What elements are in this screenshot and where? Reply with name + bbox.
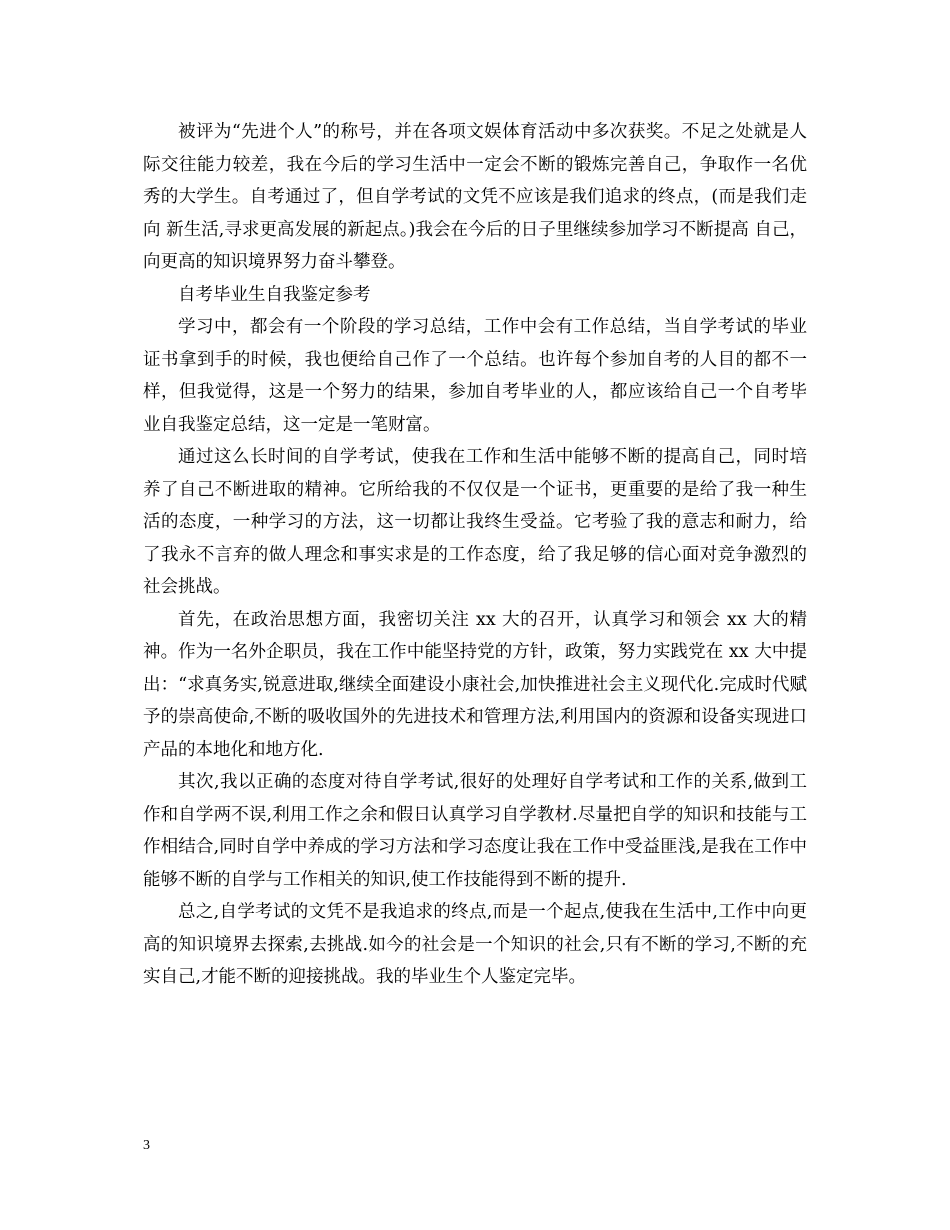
paragraph-3: 通过这么长时间的自学考试，使我在工作和生活中能够不断的提高自己，同时培养了自己不断进取的精神。它所给我的不仅仅是一个证书，更重要的是给了我一种生活的态度，一种学习的方法，这一切都让我终生受益。它考验了我的意志和耐力，给了我永不言弃的做人理念和事实求是的工作态度，给了我足够的信心面对竞争激烈的社会挑战。 bbox=[143, 447, 807, 597]
paragraph-2: 学习中，都会有一个阶段的学习总结，工作中会有工作总结，当自学考试的毕业证书拿到手的时候，我也便给自己作了一个总结。也许每个参加自考的人目的都不一样，但我觉得，这是一个努力的结果，参加自考毕业的人，都应该给自己一个自考毕业自我鉴定总结，这一定是一笔财富。 bbox=[143, 317, 807, 435]
document-body bbox=[143, 116, 807, 994]
section-heading: 自考毕业生自我鉴定参考 bbox=[178, 284, 371, 305]
page-number: 3 bbox=[143, 1138, 150, 1153]
paragraph-4: 首先，在政治思想方面，我密切关注 xx 大的召开，认真学习和领会 xx 大的精神。作为一名外企职员，我在工作中能坚持党的方针，政策，努力实践党在 xx 大中提出：“求真务实,锐意进取,继续全面建设小康社会,加快推进社会主义现代化.完成时代赋予的崇高使命,不断的吸收国外的先进技术和管理方法,利用国内的资源和设备实现进口产品的本地化和地方化. bbox=[143, 609, 807, 760]
paragraph-6: 总之,自学考试的文凭不是我追求的终点,而是一个起点,使我在生活中,工作中向更高的知识境界去探索,去挑战.如今的社会是一个知识的社会,只有不断的学习,不断的充实自己,才能不断的迎接挑战。我的毕业生个人鉴定完毕。 bbox=[143, 902, 807, 987]
paragraph-1: 被评为“先进个人”的称号，并在各项文娱体育活动中多次获奖。不足之处就是人际交往能力较差，我在今后的学习生活中一定会不断的锻炼完善自己，争取作一名优秀的大学生。自考通过了，但自学考试的文凭不应该是我们追求的终点，(而是我们走向 新生活,寻求更高发展的新起点。)我会在今后的日子里继续参加学习不断提高 自己，向更高的知识境界努力奋斗攀登。 bbox=[143, 122, 807, 272]
paragraph-5: 其次,我以正确的态度对待自学考试,很好的处理好自学考试和工作的关系,做到工作和自学两不误,利用工作之余和假日认真学习自学教材.尽量把自学的知识和技能与工作相结合,同时自学中养成的学习方法和学习态度让我在工作中受益匪浅,是我在工作中能够不断的自学与工作相关的知识,使工作技能得到不断的提升. bbox=[143, 772, 807, 890]
